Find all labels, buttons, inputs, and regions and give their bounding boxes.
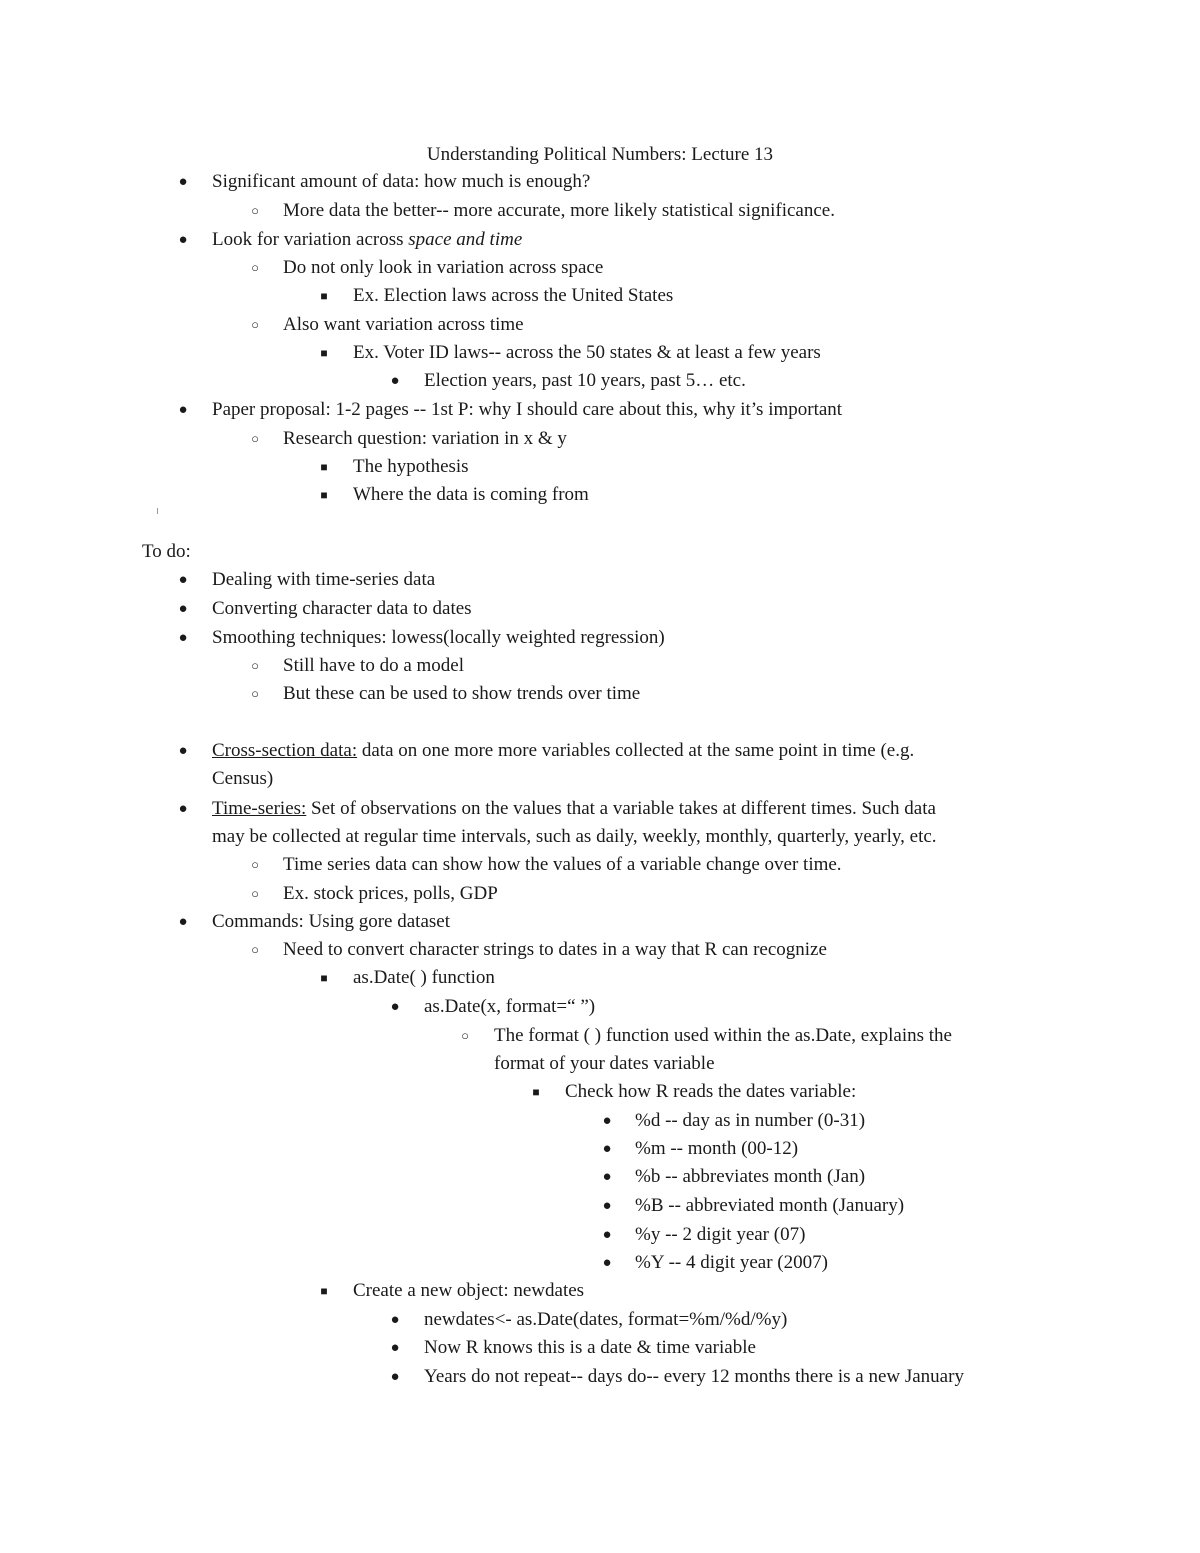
todo-heading: To do: [142, 541, 191, 562]
bullet-dot-icon: ● [390, 1369, 400, 1385]
bullet-dot-icon: ● [178, 402, 188, 418]
note-line: More data the better-- more accurate, more likely statistical significance. [283, 200, 835, 221]
bullet-dot-icon: ● [390, 999, 400, 1015]
stray-mark [157, 508, 158, 514]
note-line: Ex. Voter ID laws-- across the 50 states & at least a few years [353, 342, 821, 363]
bullet-dot-icon: ● [178, 174, 188, 190]
bullet-dot-icon: ● [178, 232, 188, 248]
emphasis-text: space and time [408, 229, 523, 250]
bullet-dot-icon: ● [602, 1227, 612, 1243]
bullet-circle-icon: ○ [251, 886, 259, 901]
bullet-dot-icon: ● [390, 1312, 400, 1328]
note-line: Paper proposal: 1-2 pages -- 1st P: why I should care about this, why it’s important [212, 399, 843, 420]
bullet-circle-icon: ○ [251, 203, 259, 218]
bullet-dot-icon: ● [602, 1169, 612, 1185]
note-line: Smoothing techniques: lowess(locally weighted regression) [212, 627, 665, 648]
bullet-dot-icon: ● [178, 914, 188, 930]
bullet-circle-icon: ○ [251, 431, 259, 446]
note-line [212, 738, 914, 764]
note-line: Census) [212, 768, 274, 789]
note-line: But these can be used to show trends over time [283, 683, 641, 704]
note-line: newdates<- as.Date(dates, format=%m/%d/%y) [424, 1309, 788, 1330]
bullet-dot-icon: ● [178, 601, 188, 617]
bullet-square-icon: ■ [320, 971, 328, 985]
bullet-square-icon: ■ [320, 289, 328, 303]
bullet-circle-icon: ○ [251, 857, 259, 872]
note-line: Create a new object: newdates [353, 1280, 585, 1301]
note-line: format of your dates variable [494, 1053, 715, 1074]
format-code-item: %B -- abbreviated month (January) [635, 1195, 905, 1216]
bullet-dot-icon: ● [178, 630, 188, 646]
bullet-square-icon: ■ [532, 1085, 540, 1099]
bullet-dot-icon: ● [178, 572, 188, 588]
note-line: Converting character data to dates [212, 598, 472, 619]
bullet-dot-icon: ● [178, 801, 188, 817]
note-line: Ex. stock prices, polls, GDP [283, 883, 498, 904]
bullet-dot-icon: ● [390, 1340, 400, 1356]
note-line: Need to convert character strings to dates in a way that R can recognize [283, 939, 827, 960]
bullet-circle-icon: ○ [461, 1028, 469, 1043]
format-code-item: %Y -- 4 digit year (2007) [635, 1252, 828, 1273]
format-code-item: %y -- 2 digit year (07) [635, 1224, 806, 1245]
term-time-series: Time-series: [212, 798, 307, 819]
format-code-item: %d -- day as in number (0-31) [635, 1110, 866, 1131]
note-line: The hypothesis [353, 456, 469, 477]
note-line: Check how R reads the dates variable: [565, 1081, 857, 1102]
format-code-item: %b -- abbreviates month (Jan) [635, 1166, 866, 1187]
note-line: Now R knows this is a date & time variable [424, 1337, 756, 1358]
note-line: Do not only look in variation across space [283, 257, 604, 278]
bullet-dot-icon: ● [390, 373, 400, 389]
note-line: Still have to do a model [283, 655, 465, 676]
bullet-dot-icon: ● [602, 1198, 612, 1214]
note-line: as.Date( ) function [353, 967, 495, 988]
bullet-circle-icon: ○ [251, 260, 259, 275]
note-line [212, 227, 522, 253]
format-code-item: %m -- month (00-12) [635, 1138, 799, 1159]
note-text: Set of observations on the values that a variable takes at different times. Such data [306, 798, 936, 819]
bullet-dot-icon: ● [602, 1255, 612, 1271]
bullet-circle-icon: ○ [251, 658, 259, 673]
bullet-circle-icon: ○ [251, 942, 259, 957]
note-text: data on one more more variables collected at the same point in time (e.g. [357, 740, 915, 761]
bullet-dot-icon: ● [602, 1113, 612, 1129]
bullet-circle-icon: ○ [251, 686, 259, 701]
note-line: Research question: variation in x & y [283, 428, 567, 449]
bullet-square-icon: ■ [320, 1284, 328, 1298]
note-line: Ex. Election laws across the United States [353, 285, 674, 306]
note-line: Time series data can show how the values of a variable change over time. [283, 854, 842, 875]
note-line: Election years, past 10 years, past 5… etc. [424, 370, 746, 391]
note-line [212, 796, 936, 822]
note-text: Look for variation across [212, 229, 409, 250]
bullet-square-icon: ■ [320, 346, 328, 360]
note-line: The format ( ) function used within the as.Date, explains the [494, 1025, 952, 1046]
bullet-square-icon: ■ [320, 488, 328, 502]
note-line: Significant amount of data: how much is enough? [212, 171, 591, 192]
note-line: as.Date(x, format=“ ”) [424, 996, 596, 1017]
term-cross-section: Cross-section data: [212, 740, 358, 761]
note-line: Years do not repeat-- days do-- every 12 months there is a new January [424, 1366, 964, 1387]
bullet-square-icon: ■ [320, 460, 328, 474]
bullet-circle-icon: ○ [251, 317, 259, 332]
note-line: Where the data is coming from [353, 484, 589, 505]
bullet-dot-icon: ● [602, 1141, 612, 1157]
bullet-dot-icon: ● [178, 743, 188, 759]
note-line: Also want variation across time [283, 314, 524, 335]
page-title: Understanding Political Numbers: Lecture 13 [426, 144, 774, 165]
note-line: may be collected at regular time intervals, such as daily, weekly, monthly, quarterly, yearly, etc. [212, 826, 937, 847]
note-line: Commands: Using gore dataset [212, 911, 450, 932]
note-line: Dealing with time-series data [212, 569, 436, 590]
